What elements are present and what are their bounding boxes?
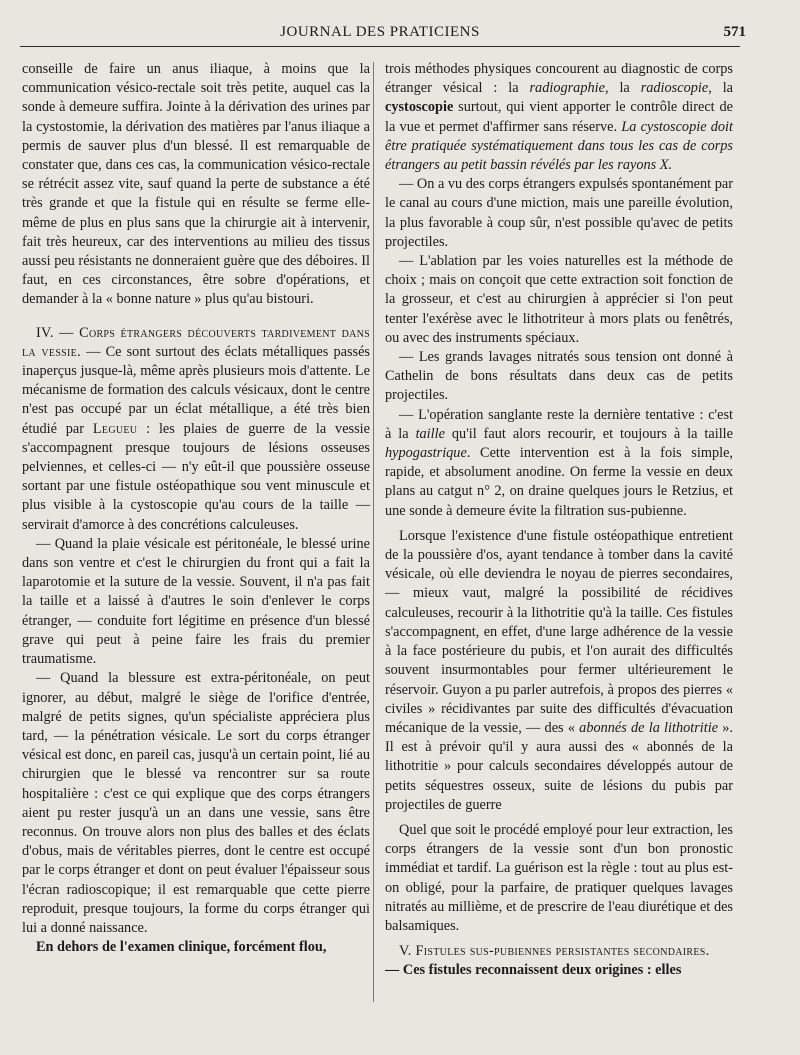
paragraph: — On a vu des corps étrangers expulsés spontanément par le canal au cours d'une miction, mais une pareille évolution, la plus favorable à coup sûr, n'est possible qu'avec de petits projectiles.: [385, 176, 733, 250]
section-v: V. Fistules sus-pubiennes persistantes secondaires. — Ces fistules reconnaissent deux origines : elles: [385, 943, 710, 979]
section-heading: IV. — Corps étrangers découverts tardivement dans la vessie.: [22, 324, 370, 360]
paragraph: — L'ablation par les voies naturelles est la méthode de choix ; mais on conçoit que cette extraction soit fonction de la grosseur, et c'est au chirurgien à apprécier si l'on peut tenter l'exérèse avec le lithotriteur à mors plats ou fenêtrés, ou avec des instruments spéciaux.: [385, 253, 733, 346]
author-name: Legueu: [92, 420, 138, 437]
paragraph: — Les grands lavages nitratés sous tension ont donné à Cathelin de bons résultats dans deux cas de petits projectiles.: [385, 349, 733, 404]
journal-title: JOURNAL DES PRATICIENS: [280, 24, 480, 40]
paragraph: — Quand la blessure est extra-péritonéale, on peut ignorer, au début, malgré le siège de l'orifice d'entrée, malgré de petits signes, qu'un spécialiste appréciera plus tard, — la pénétration vésicale. Le sort du corps étranger vésical est donc, en pareil cas, jusqu'à un certain point, lié au chirurgien que le blessé va rencontrer sur sa route hospitalière : c'est ce qui explique que des corps étrangers aient pu rester jusqu'à un an dans une vessie, sans être reconnus. On trouve alors non plus des balles et des éclats d'obus, mais de véritables pierres, dont le centre est occupé par le corps étranger et dont on peut évaluer l'épaisseur sous l'écran radioscopique; il est remarquable que cette pierre reproduit, presque toujours, la forme du corps étranger qui lui a donné naissance.: [22, 670, 370, 936]
left-column: [22, 60, 370, 957]
paragraph: — Quand la plaie vésicale est péritonéale, le blessé urine dans son ventre et c'est le chirurgien du front qui a fait la laparotomie et la suture de la vessie. Souvent, il n'a pas fait la taille et a laissé à d'autres le soin d'enlever le corps étranger, — conduite fort légitime en présence d'un blessé grave qui peut à peine faire les frais du premier traumatisme.: [22, 535, 370, 668]
right-column: [385, 60, 733, 981]
paragraph: Lorsque l'existence d'une fistule ostéopathique entretient de la poussière d'os, ayant tendance à tomber dans la cavité vésicale, où elle deviendra le noyau de pierres secondaires, — mieux vaut, malgré la possibilité de récidives calculeuses, recourir à la lithotritie qu'à la taille. Ces fistules s'accompagnent, en effet, d'une large adhérence de la vessie à la face postérieure du pubis, et l'on aurait des difficultés souvent insurmontables pour fermer ultérieurement le réservoir. Guyon a pu parler autrefois, à propos des pierres « civiles » récidivantes par suite des difficultés d'évacuation mécanique de la vessie, — des « abonnés de la lithotritie ». Il est à prévoir qu'il y aura aussi des « abonnés de la lithotritie » pour calculs secondaires développés autour de petits séquestres osseux, suite de lésions du pubis par projectiles de guerre: [385, 527, 733, 813]
paragraph: conseille de faire un anus iliaque, à moins que la communication vésico-rectale soit très petite, auquel cas la sonde à demeure suffira. Jointe à la dérivation des urines par la cystostomie, la dérivation des matières par l'anus iliaque a permis de sauver plus d'un blessé. Il est remarquable de constater que, dans ces cas, la communication vésico-rectale se rétrécit assez vite, sauf quand la perte de substance a été très grande et que la fistule qui en résulte se ferme elle-même de plus en plus sans que la chirurgie ait à intervenir, fait très heureux, car des interventions au milieu des tissus aussi peu résistants ne donneraient guère que des déboires. Il faut, en ces circonstances, être sobre d'opérations, et demander à la « bonne nature » plus qu'au bistouri.: [22, 61, 370, 308]
paragraph: trois méthodes physiques concourent au diagnostic de corps étranger vésical : la radiographie, la radioscopie, la cystoscopie surtout, qui vient apporter le contrôle direct de la vue et permet d'affirmer sans réserve. La cystoscopie doit être pratiquée systématiquement dans tous les cas de corps étrangers au petit bassin révélés par les rayons X.: [385, 61, 734, 174]
paragraph: Quel que soit le procédé employé pour leur extraction, les corps étrangers de la vessie sont d'un bon pronostic immédiat et tardif. La guérison est la règle : tout au plus est-on obligé, pour la parfaire, de pratiquer quelques lavages nitratés au millième, et de prescrire de l'eau diurétique et des balsamiques.: [385, 821, 733, 934]
page-number: 571: [723, 24, 746, 40]
column-divider: [373, 62, 374, 1002]
section-heading: V. Fistules sus-pubiennes persistantes secondaires.: [399, 943, 710, 960]
running-header: [20, 18, 746, 47]
italic-emphasis: La cystoscopie doit être pratiquée systématiquement dans tous les cas de corps étrangers au petit bassin révélés par les rayons X.: [385, 118, 734, 174]
paragraph: En dehors de l'examen clinique, forcément flou,: [36, 939, 327, 956]
section-iv: IV. — Corps étrangers découverts tardivement dans la vessie. — Ce sont surtout des éclats métalliques passés inaperçus jusque-là, même après plusieurs mois d'attente. Le mécanisme de formation des calculs vésicaux, dont le centre n'est pas occupé par un éclat métallique, a été très bien étudié par Legueu : les plaies de guerre de la vessie s'accompagnent presque toujours de lésions osseuses pelviennes, et celles-ci — n'y eût-il que poussière osseuse sortant par une fistule ostéopathique sou vent minuscule et plus visible à la cystoscopie qu'au cours de la taille — servirait d'amorce à des concrétions calculeuses.: [22, 324, 370, 533]
paragraph: — L'opération sanglante reste la dernière tentative : c'est à la taille qu'il faut alors recourir, et toujours à la taille hypogastrique. Cette intervention est à la fois simple, rapide, et absolument anodine. On ferme la vessie en deux plans au catgut n° 2, on draine quelques jours le Retzius, et une sonde à demeure évite la filtration sus-pubienne.: [385, 406, 733, 519]
